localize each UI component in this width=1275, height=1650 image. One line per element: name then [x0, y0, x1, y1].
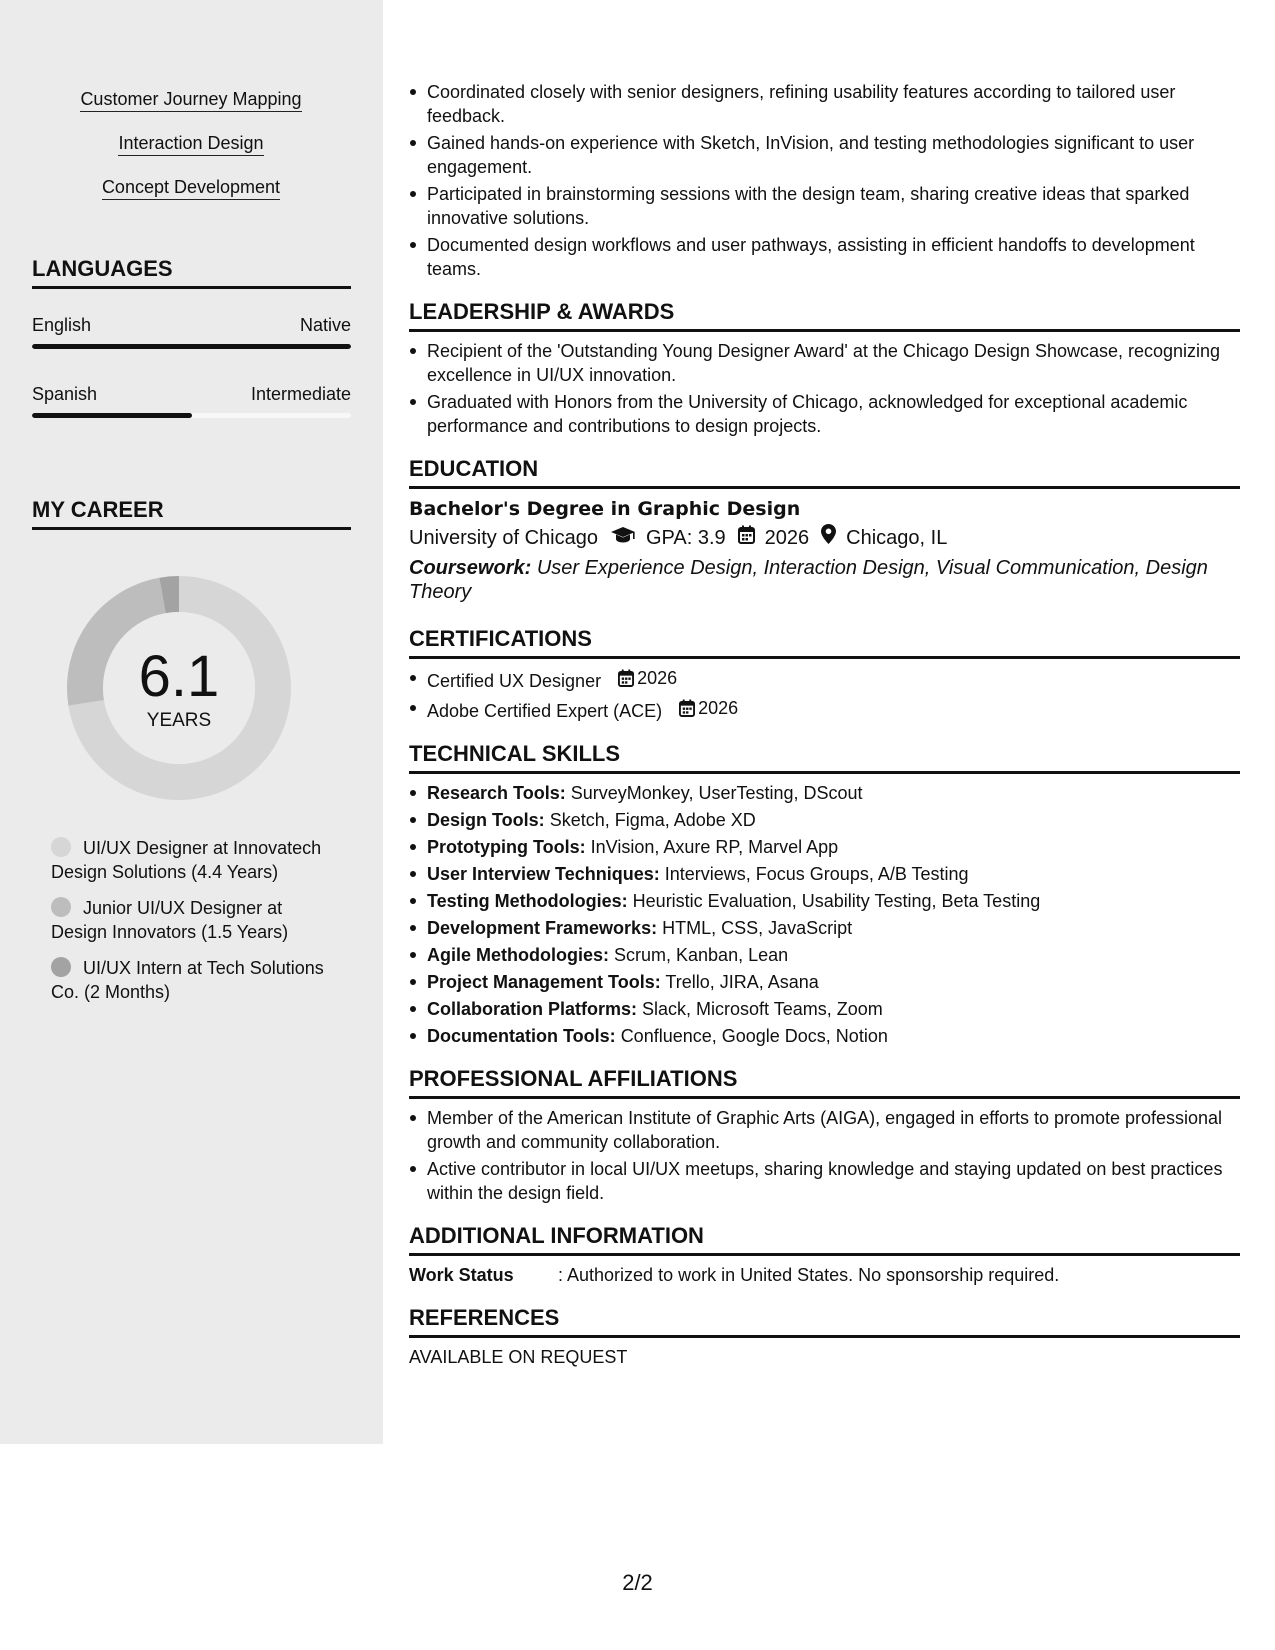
skill-value: Trello, JIRA, Asana: [665, 972, 819, 992]
certification-item: [409, 666, 1240, 693]
experience-bullet: Documented design workflows and user pathways, assisting in efficient handoffs to development teams.: [409, 233, 1240, 281]
experience-bullet: Gained hands-on experience with Sketch, InVision, and testing methodologies significant to user engagement.: [409, 131, 1240, 179]
leadership-item: Graduated with Honors from the University of Chicago, acknowledged for exceptional academic performance and contributions to design projects.: [409, 390, 1240, 438]
language-level: Intermediate: [250, 384, 351, 404]
language-name: Spanish: [32, 384, 98, 404]
experience-bullets: [409, 80, 1240, 281]
certifications-list: [409, 666, 1240, 723]
coursework: [409, 556, 1240, 604]
skill-value: Interviews, Focus Groups, A/B Testing: [664, 864, 969, 884]
skill-tag: Concept Development: [102, 176, 280, 200]
skill-value: Slack, Microsoft Teams, Zoom: [642, 999, 883, 1019]
work-status-label: Work Status: [409, 1265, 514, 1285]
certification-date: [618, 666, 677, 690]
experience-bullet: Participated in brainstorming sessions with the design team, sharing creative ideas that sparked innovative solutions.: [409, 182, 1240, 230]
skill-label: Testing Methodologies:: [427, 891, 628, 911]
skill-label: Development Frameworks:: [427, 918, 658, 938]
skill-item: [409, 781, 1240, 805]
section-heading: EDUCATION: [409, 456, 1240, 489]
skill-value: Sketch, Figma, Adobe XD: [549, 810, 756, 830]
career-label: UI/UX Designer at Innovatech Design Solutions (4.4 Years): [51, 838, 322, 882]
career-legend-item: [51, 896, 341, 944]
language-level: Native: [299, 315, 351, 335]
language-english: [32, 314, 351, 349]
section-heading: TECHNICAL SKILLS: [409, 741, 1240, 774]
skill-label: Design Tools:: [427, 810, 545, 830]
leadership-section: [409, 299, 1240, 438]
section-heading: REFERENCES: [409, 1305, 1240, 1338]
skill-label: Collaboration Platforms:: [427, 999, 638, 1019]
language-bar-fill: [32, 413, 192, 418]
affiliations-section: [409, 1066, 1240, 1205]
graduation-year: 2026: [764, 527, 810, 549]
leadership-item: Recipient of the 'Outstanding Young Designer Award' at the Chicago Design Showcase, recognizing excellence in UI/UX innovation.: [409, 339, 1240, 387]
gpa: GPA: 3.9: [645, 527, 726, 549]
skill-value: InVision, Axure RP, Marvel App: [590, 837, 839, 857]
skill-item: [409, 997, 1240, 1021]
references-text: AVAILABLE ON REQUEST: [409, 1347, 628, 1367]
education-location: Chicago, IL: [846, 527, 948, 549]
skill-value: Heuristic Evaluation, Usability Testing, Beta Testing: [632, 891, 1041, 911]
skill-label: Documentation Tools:: [427, 1026, 616, 1046]
section-heading: PROFESSIONAL AFFILIATIONS: [409, 1066, 1240, 1099]
affiliation-item: Member of the American Institute of Graphic Arts (AIGA), engaged in efforts to promote professional growth and community collaboration.: [409, 1106, 1240, 1154]
location-pin-icon: [821, 524, 836, 552]
work-status-value: : Authorized to work in United States. No sponsorship required.: [558, 1265, 1060, 1285]
certification-item: [409, 696, 1240, 723]
education-details: [409, 524, 1240, 552]
technical-skills-section: [409, 741, 1240, 1048]
calendar-icon: [738, 524, 755, 552]
education-section: [409, 456, 1240, 604]
work-status-row: [409, 1263, 1240, 1287]
section-heading: CERTIFICATIONS: [409, 626, 1240, 659]
certification-year: 2026: [698, 698, 739, 718]
language-bar: [32, 344, 351, 349]
skill-value: Confluence, Google Docs, Notion: [620, 1026, 888, 1046]
skill-label: Agile Methodologies:: [427, 945, 609, 965]
skill-item: [409, 970, 1240, 994]
career-legend-item: [51, 836, 341, 884]
page-number: 2/2: [622, 1570, 653, 1595]
affiliation-item: Active contributor in local UI/UX meetups, sharing knowledge and staying updated on best practices within the design field.: [409, 1157, 1240, 1205]
language-bar-fill: [32, 344, 351, 349]
degree-title: Bachelor's Degree in Graphic Design: [409, 498, 801, 520]
skill-label: User Interview Techniques:: [427, 864, 660, 884]
section-heading: LEADERSHIP & AWARDS: [409, 299, 1240, 332]
skill-label: Project Management Tools:: [427, 972, 661, 992]
calendar-icon: [618, 669, 634, 687]
additional-info-section: [409, 1223, 1240, 1287]
technical-skills-list: [409, 781, 1240, 1048]
career-legend-item: [51, 956, 341, 1004]
skill-tag: Customer Journey Mapping: [80, 88, 301, 112]
affiliations-list: [409, 1106, 1240, 1205]
skill-value: Scrum, Kanban, Lean: [614, 945, 789, 965]
main-content: [409, 0, 1240, 1369]
references-section: [409, 1305, 1240, 1369]
skill-tags: [32, 88, 350, 220]
skill-label: Prototyping Tools:: [427, 837, 586, 857]
graduation-cap-icon: [610, 524, 636, 552]
skill-label: Research Tools:: [427, 783, 566, 803]
skill-item: [409, 889, 1240, 913]
career-heading: MY CAREER: [32, 497, 351, 530]
coursework-list: User Experience Design, Interaction Design, Visual Communication, Design Theory: [409, 557, 1208, 603]
school-name: University of Chicago: [409, 527, 598, 549]
career-total: 6.1: [138, 644, 220, 709]
certification-name: Certified UX Designer: [427, 671, 602, 691]
legend-dot-icon: [51, 957, 71, 977]
section-heading: ADDITIONAL INFORMATION: [409, 1223, 1240, 1256]
legend-dot-icon: [51, 837, 71, 857]
skill-item: [409, 1024, 1240, 1048]
language-spanish: [32, 383, 351, 418]
skill-item: [409, 808, 1240, 832]
skill-item: [409, 916, 1240, 940]
legend-dot-icon: [51, 897, 71, 917]
certification-name: Adobe Certified Expert (ACE): [427, 701, 663, 721]
experience-bullet: Coordinated closely with senior designers, refining usability features according to tailored user feedback.: [409, 80, 1240, 128]
leadership-list: [409, 339, 1240, 438]
skill-item: [409, 835, 1240, 859]
certification-date: [679, 696, 738, 720]
language-name: English: [32, 315, 92, 335]
skill-value: SurveyMonkey, UserTesting, DScout: [570, 783, 863, 803]
skill-item: [409, 943, 1240, 967]
sidebar: [0, 0, 383, 1444]
career-legend: [51, 836, 341, 1016]
certification-year: 2026: [637, 668, 678, 688]
career-label: Junior UI/UX Designer at Design Innovators (1.5 Years): [51, 898, 289, 942]
coursework-label: Coursework:: [409, 557, 532, 579]
skill-tag: Interaction Design: [118, 132, 263, 156]
career-label: UI/UX Intern at Tech Solutions Co. (2 Months): [51, 958, 324, 1002]
language-bar: [32, 413, 351, 418]
certifications-section: [409, 626, 1240, 723]
languages-heading: LANGUAGES: [32, 256, 351, 289]
skill-value: HTML, CSS, JavaScript: [662, 918, 853, 938]
career-unit: YEARS: [146, 710, 212, 731]
skill-item: [409, 862, 1240, 886]
calendar-icon: [679, 699, 695, 717]
